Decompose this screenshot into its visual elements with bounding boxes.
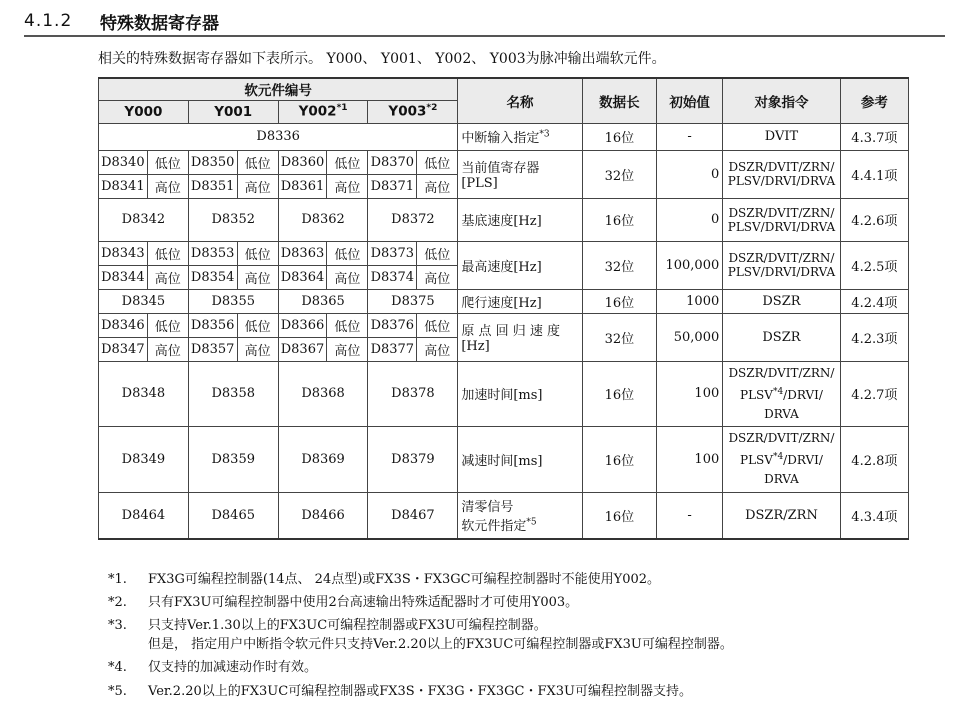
- table-row: [99, 150, 909, 174]
- instruction-cell: DSZR: [723, 313, 840, 361]
- device-cell: D8372: [368, 198, 458, 241]
- low-word-label: 低位: [237, 150, 278, 174]
- high-word-label: 高位: [327, 337, 368, 361]
- table-row: [99, 426, 909, 492]
- initial-cell: 100: [657, 361, 723, 426]
- table-row: [99, 313, 909, 337]
- high-word-label: 高位: [327, 174, 368, 198]
- table-row: [99, 492, 909, 539]
- section-header: [24, 8, 219, 34]
- reference-cell: 4.3.4项: [840, 492, 908, 539]
- device-cell: D8379: [368, 426, 458, 492]
- instruction-cell: DSZR/DVIT/ZRN/ PLSV$^{*4}$/DRVI/ DRVA: [723, 361, 840, 426]
- header-reference: 参考: [840, 78, 908, 123]
- device-cell: D8467: [368, 492, 458, 539]
- length-cell: 16位: [582, 426, 656, 492]
- initial-cell: -: [657, 123, 723, 150]
- length-cell: 32位: [582, 241, 656, 289]
- reference-cell: 4.2.3项: [840, 313, 908, 361]
- device-cell: D8359: [188, 426, 278, 492]
- device-cell: D8465: [188, 492, 278, 539]
- device-cell: D8364: [278, 265, 327, 289]
- footnote-4: *4. 仅支持的加减速动作时有效。: [108, 660, 318, 675]
- section-title: 特殊数据寄存器: [100, 13, 219, 34]
- instruction-cell: DSZR/DVIT/ZRN/ PLSV$^{*4}$/DRVI/ DRVA: [723, 426, 840, 492]
- name-cell: 减速时间[ms]: [458, 426, 582, 492]
- device-cell: D8369: [278, 426, 368, 492]
- device-cell: D8358: [188, 361, 278, 426]
- special-register-table: [98, 77, 909, 540]
- footnote-3: *3. 只支持Ver.1.30以上的FX3UC可编程控制器或FX3U可编程控制器。: [108, 618, 547, 633]
- header-name: 名称: [458, 78, 582, 123]
- name-cell: 中断输入指定$^{*3}$: [458, 123, 582, 150]
- header-y003: Y003$^{*2}$: [368, 100, 458, 123]
- device-cell: D8353: [188, 241, 237, 265]
- name-cell: 原 点 回 归 速 度 [Hz]: [458, 313, 582, 361]
- table-row: [99, 123, 909, 150]
- device-cell: D8361: [278, 174, 327, 198]
- low-word-label: 低位: [417, 150, 458, 174]
- low-word-label: 低位: [237, 313, 278, 337]
- device-cell: D8370: [368, 150, 417, 174]
- device-cell: D8378: [368, 361, 458, 426]
- instruction-cell: DSZR/DVIT/ZRN/ PLSV/DRVI/DRVA: [723, 241, 840, 289]
- high-word-label: 高位: [147, 174, 188, 198]
- header-y002: Y002$^{*1}$: [278, 100, 368, 123]
- device-cell: D8342: [99, 198, 189, 241]
- device-cell: D8345: [99, 289, 189, 313]
- device-cell: D8340: [99, 150, 148, 174]
- low-word-label: 低位: [147, 150, 188, 174]
- low-word-label: 低位: [237, 241, 278, 265]
- header-y000: Y000: [99, 100, 189, 123]
- footnote-5: *5. Ver.2.20以上的FX3UC可编程控制器或FX3S・FX3G・FX3GC・FX3U可编程控制器支持。: [108, 684, 692, 699]
- device-cell: D8354: [188, 265, 237, 289]
- initial-cell: -: [657, 492, 723, 539]
- device-cell: D8341: [99, 174, 148, 198]
- device-cell: D8346: [99, 313, 148, 337]
- name-cell: 基底速度[Hz]: [458, 198, 582, 241]
- instruction-cell: DVIT: [723, 123, 840, 150]
- high-word-label: 高位: [237, 265, 278, 289]
- length-cell: 16位: [582, 492, 656, 539]
- initial-cell: 50,000: [657, 313, 723, 361]
- length-cell: 16位: [582, 198, 656, 241]
- high-word-label: 高位: [327, 265, 368, 289]
- device-cell: D8350: [188, 150, 237, 174]
- header-length: 数据长: [582, 78, 656, 123]
- length-cell: 16位: [582, 289, 656, 313]
- low-word-label: 低位: [327, 313, 368, 337]
- name-cell: 加速时间[ms]: [458, 361, 582, 426]
- device-cell: D8351: [188, 174, 237, 198]
- reference-cell: 4.2.7项: [840, 361, 908, 426]
- high-word-label: 高位: [417, 337, 458, 361]
- high-word-label: 高位: [147, 265, 188, 289]
- device-cell: D8357: [188, 337, 237, 361]
- name-cell: 爬行速度[Hz]: [458, 289, 582, 313]
- high-word-label: 高位: [417, 265, 458, 289]
- intro-text: 相关的特殊数据寄存器如下表所示。 Y000、 Y001、 Y002、 Y003为脉冲输出端软元件。: [98, 51, 666, 67]
- low-word-label: 低位: [147, 313, 188, 337]
- device-cell: D8349: [99, 426, 189, 492]
- table-row: [99, 198, 909, 241]
- length-cell: 16位: [582, 361, 656, 426]
- low-word-label: 低位: [327, 241, 368, 265]
- header-y001: Y001: [188, 100, 278, 123]
- low-word-label: 低位: [417, 241, 458, 265]
- table-row: [99, 289, 909, 313]
- initial-cell: 0: [657, 198, 723, 241]
- reference-cell: 4.2.6项: [840, 198, 908, 241]
- device-cell: D8356: [188, 313, 237, 337]
- device-cell: D8368: [278, 361, 368, 426]
- initial-cell: 1000: [657, 289, 723, 313]
- instruction-cell: DSZR: [723, 289, 840, 313]
- footnote-1: *1. FX3G可编程控制器(14点、 24点型)或FX3S・FX3GC可编程控制器时不能使用Y002。: [108, 572, 661, 587]
- device-cell: D8362: [278, 198, 368, 241]
- initial-cell: 100: [657, 426, 723, 492]
- reference-cell: 4.4.1项: [840, 150, 908, 198]
- instruction-cell: DSZR/DVIT/ZRN/ PLSV/DRVI/DRVA: [723, 198, 840, 241]
- device-cell: D8375: [368, 289, 458, 313]
- header-rule: [24, 35, 945, 37]
- device-cell: D8373: [368, 241, 417, 265]
- device-cell: D8352: [188, 198, 278, 241]
- instruction-cell: DSZR/DVIT/ZRN/ PLSV/DRVI/DRVA: [723, 150, 840, 198]
- device-cell: D8367: [278, 337, 327, 361]
- low-word-label: 低位: [327, 150, 368, 174]
- device-cell: D8336: [99, 123, 458, 150]
- name-cell: 最高速度[Hz]: [458, 241, 582, 289]
- header-device-group: 软元件编号: [99, 78, 458, 100]
- instruction-cell: DSZR/ZRN: [723, 492, 840, 539]
- reference-cell: 4.2.5项: [840, 241, 908, 289]
- device-cell: D8371: [368, 174, 417, 198]
- initial-cell: 0: [657, 150, 723, 198]
- device-cell: D8363: [278, 241, 327, 265]
- device-cell: D8355: [188, 289, 278, 313]
- initial-cell: 100,000: [657, 241, 723, 289]
- low-word-label: 低位: [147, 241, 188, 265]
- footnote-2: *2. 只有FX3U可编程控制器中使用2台高速输出特殊适配器时才可使用Y003。: [108, 595, 579, 610]
- high-word-label: 高位: [237, 174, 278, 198]
- length-cell: 32位: [582, 150, 656, 198]
- reference-cell: 4.2.8项: [840, 426, 908, 492]
- device-cell: D8466: [278, 492, 368, 539]
- reference-cell: 4.2.4项: [840, 289, 908, 313]
- section-number: 4.1.2: [24, 11, 73, 31]
- device-cell: D8464: [99, 492, 189, 539]
- name-cell: 当前值寄存器 [PLS]: [458, 150, 582, 198]
- name-cell: 清零信号 软元件指定$^{*5}$: [458, 492, 582, 539]
- table-row: [99, 241, 909, 265]
- header-initial: 初始值: [657, 78, 723, 123]
- device-cell: D8343: [99, 241, 148, 265]
- header-instruction: 对象指令: [723, 78, 840, 123]
- device-cell: D8360: [278, 150, 327, 174]
- device-cell: D8374: [368, 265, 417, 289]
- low-word-label: 低位: [417, 313, 458, 337]
- footnote-3-continued: 但是， 指定用户中断指令软元件只支持Ver.2.20以上的FX3UC可编程控制器或FX3U可编程控制器。: [148, 637, 733, 652]
- device-cell: D8344: [99, 265, 148, 289]
- device-cell: D8347: [99, 337, 148, 361]
- reference-cell: 4.3.7项: [840, 123, 908, 150]
- length-cell: 16位: [582, 123, 656, 150]
- table-row: [99, 361, 909, 426]
- device-cell: D8366: [278, 313, 327, 337]
- length-cell: 32位: [582, 313, 656, 361]
- device-cell: D8348: [99, 361, 189, 426]
- device-cell: D8376: [368, 313, 417, 337]
- high-word-label: 高位: [417, 174, 458, 198]
- device-cell: D8365: [278, 289, 368, 313]
- high-word-label: 高位: [237, 337, 278, 361]
- high-word-label: 高位: [147, 337, 188, 361]
- header-row-1: [99, 78, 909, 100]
- device-cell: D8377: [368, 337, 417, 361]
